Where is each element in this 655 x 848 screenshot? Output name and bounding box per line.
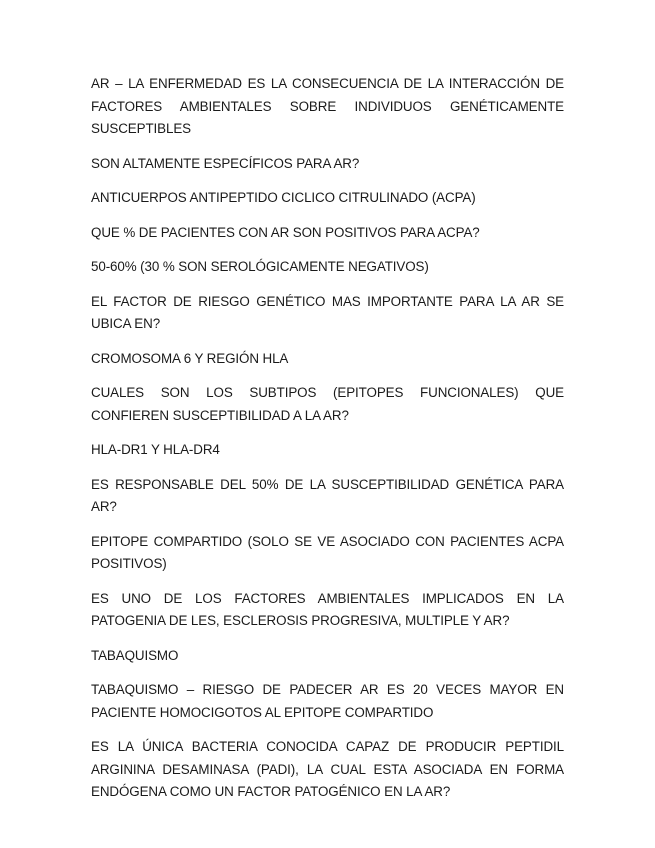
question-bacteria-padi: ES LA ÚNICA BACTERIA CONOCIDA CAPAZ DE PRODUCIR PEPTIDIL ARGININA DESAMINASA (PADI), LA CUAL ESTA ASOCIADA EN FORMA ENDÓGENA COMO UN FACTOR PATOGÉNICO EN LA AR? <box>91 739 564 799</box>
question-specific-ar: SON ALTAMENTE ESPECÍFICOS PARA AR? <box>91 155 360 171</box>
document-body <box>91 73 564 816</box>
answer-shared-epitope: EPITOPE COMPARTIDO (SOLO SE VE ASOCIADO CON PACIENTES ACPA POSITIVOS) <box>91 533 564 571</box>
answer-acpa: ANTICUERPOS ANTIPEPTIDO CICLICO CITRULINADO (ACPA) <box>91 190 476 205</box>
question-acpa-percent: QUE % DE PACIENTES CON AR SON POSITIVOS PARA ACPA? <box>91 224 480 240</box>
question-environmental-factor: ES UNO DE LOS FACTORES AMBIENTALES IMPLICADOS EN LA PATOGENIA DE LES, ESCLEROSIS PROGRESIVA, MULTIPLE Y AR? <box>91 590 564 628</box>
paragraph-ar-definition: AR – LA ENFERMEDAD ES LA CONSECUENCIA DE LA INTERACCIÓN DE FACTORES AMBIENTALES SOBRE INDIVIDUOS GENÉTICAMENTE SUSCEPTIBLES <box>91 76 564 136</box>
answer-acpa-percent: 50-60% (30 % SON SEROLÓGICAMENTE NEGATIVOS) <box>91 259 429 274</box>
answer-genetic-risk: CROMOSOMA 6 Y REGIÓN HLA <box>91 350 289 366</box>
question-genetic-susceptibility: ES RESPONSABLE DEL 50% DE LA SUSCEPTIBILIDAD GENÉTICA PARA AR? <box>91 476 564 514</box>
question-subtypes: CUALES SON LOS SUBTIPOS (EPITOPES FUNCIONALES) QUE CONFIEREN SUSCEPTIBILIDAD A LA AR? <box>91 385 564 423</box>
question-genetic-risk: EL FACTOR DE RIESGO GENÉTICO MAS IMPORTANTE PARA LA AR SE UBICA EN? <box>91 293 564 331</box>
answer-subtypes: HLA-DR1 Y HLA-DR4 <box>91 442 220 457</box>
answer-smoking: TABAQUISMO <box>91 647 179 663</box>
paragraph-smoking-risk: TABAQUISMO – RIESGO DE PADECER AR ES 20 VECES MAYOR EN PACIENTE HOMOCIGOTOS AL EPITOPE COMPARTIDO <box>91 682 564 720</box>
